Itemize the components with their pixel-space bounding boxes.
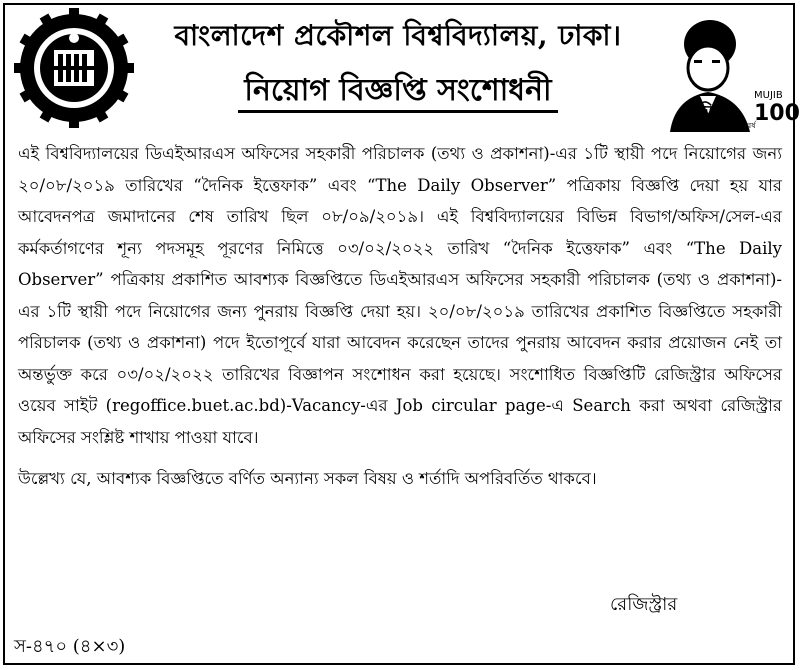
svg-text:শতবর্ষ: শতবর্ষ bbox=[736, 121, 756, 130]
reference-code: স-৪৭০ (৪×৩) bbox=[14, 636, 126, 657]
page-title bbox=[208, 66, 588, 117]
university-logo-icon bbox=[14, 8, 134, 128]
notice-body bbox=[18, 138, 782, 495]
title-text: নিয়োগ বিজ্ঞপ্তি সংশোধনী bbox=[238, 73, 557, 113]
svg-text:MUJIB: MUJIB bbox=[754, 90, 783, 101]
notice-paragraph-2: উল্লেখ্য যে, আবশ্যক বিজ্ঞপ্তিতে বর্ণিত অন্যান্য সকল বিষয় ও শর্তাদি অপরিবর্তিত থাকবে। bbox=[18, 469, 597, 488]
notice-paragraph-1: এই বিশ্ববিদ্যালয়ের ডিএইআরএস অফিসের সহকারী পরিচালক (তথ্য ও প্রকাশনা)-এর ১টি স্থায়ী পদে নিয়োগের জন্য ২০/০৮/২০১৯ তারিখের “দৈনিক ইত্তেফাক” এবং “The Daily Observer” পত্রিকায় বিজ্ঞপ্তি দেয়া হয় যার আবেদনপত্র জমাদানের শেষ তারিখ ছিল ০৮/০৯/২০১৯। এই বিশ্ববিদ্যালয়ের বিভিন্ন বিভাগ/অফিস/সেল-এর কর্মকর্তাগণের শূন্য পদসমূহ পূরণের নিমিত্তে ০৩/০২/২০২২ তারিখ “দৈনিক ইত্তেফাক” এবং “The Daily Observer” পত্রিকায় প্রকাশিত আবশ্যক বিজ্ঞপ্তিতে ডিএইআরএস অফিসের সহকারী পরিচালক (তথ্য ও প্রকাশনা)-এর ১টি স্থায়ী পদে নিয়োগের জন্য পুনরায় বিজ্ঞপ্তি দেয়া হয়। ২০/০৮/২০১৯ তারিখের প্রকাশিত বিজ্ঞপ্তিতে সহকারী পরিচালক (তথ্য ও প্রকাশনা) পদে ইতোপূর্বে যারা আবেদন করেছেন তাদের পুনরায় আবেদন করার প্রয়োজন নেই তা অন্তর্ভুক্ত করে ০৩/০২/২০২২ তারিখের বিজ্ঞাপন সংশোধন করা হয়েছে। সংশোধিত বিজ্ঞপ্তিটি রেজিস্ট্রার অফিসের ওয়েব সাইট (regoffice.buet.ac.bd)-Vacancy-এর Job circular page-এ Search করা অথবা রেজিস্ট্রার অফিসের সংশ্লিষ্ট শাখায় পাওয়া যাবে। bbox=[18, 144, 782, 447]
svg-text:100: 100 bbox=[754, 101, 800, 126]
gear-icon bbox=[14, 8, 134, 128]
svg-text:মুজিব: মুজিব bbox=[690, 102, 732, 123]
signatory: রেজিস্ট্রার bbox=[610, 594, 678, 615]
mujib-100-logo-icon bbox=[650, 6, 800, 132]
university-name: বাংলাদেশ প্রকৌশল বিশ্ববিদ্যালয়, ঢাকা। bbox=[174, 19, 622, 52]
